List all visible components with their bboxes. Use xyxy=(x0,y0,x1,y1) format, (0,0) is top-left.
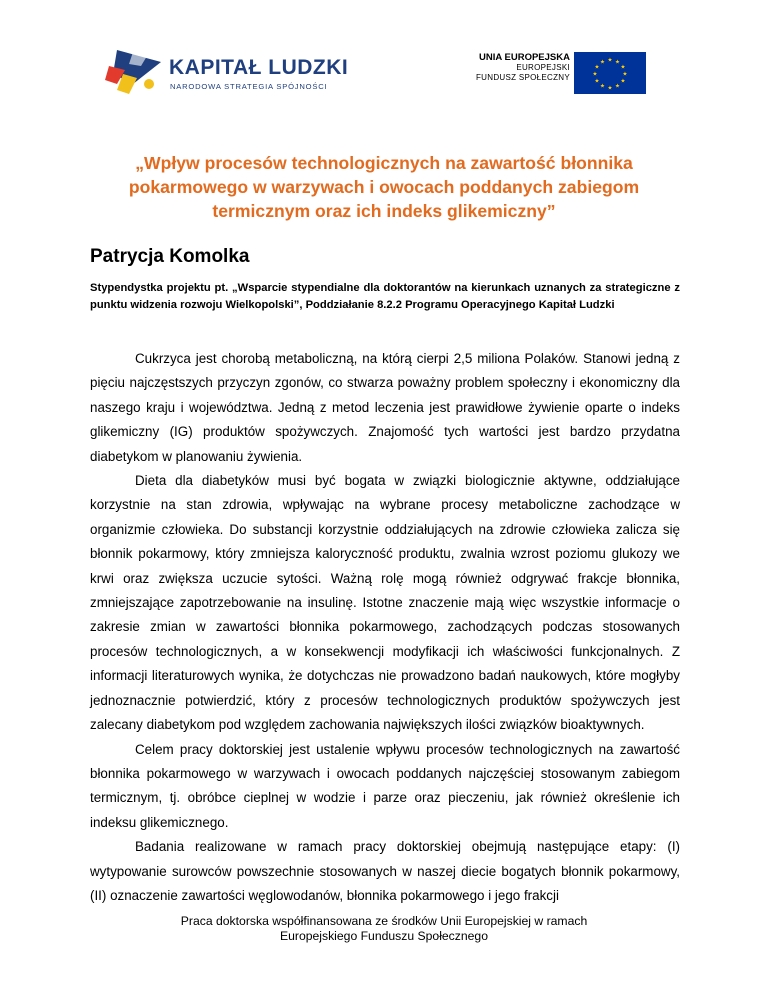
body-text xyxy=(90,347,680,908)
eu-line-1: UNIA EUROPEJSKA xyxy=(479,52,570,63)
paragraph: Celem pracy doktorskiej jest ustalenie wpływu procesów technologicznych na zawartość błonnika pokarmowego w warzywach i owocach poddanych najczęściej stosowanym zabiegom termicznym, tj. obróbce cieplnej w wodzie i parze oraz pieczeniu, jak również określenie ich indeksu glikemicznego. xyxy=(90,741,680,830)
kapital-ludzki-title: KAPITAŁ LUDZKI xyxy=(169,56,349,79)
svg-text:★: ★ xyxy=(615,59,620,66)
eu-logo xyxy=(468,52,646,94)
svg-text:★: ★ xyxy=(620,64,626,71)
paragraph: Badania realizowane w ramach pracy doktorskiej obejmują następujące etapy: (I) wytypowanie surowców powszechnie stosowanych w naszej diecie bogatych błonnik pokarmowy, (II) oznaczenie zawartości węglowodanów, błonnika pokarmowego i jego frakcji xyxy=(90,839,680,903)
eu-line-2: EUROPEJSKI xyxy=(516,63,570,72)
footer-line-2: Europejskiego Funduszu Społecznego xyxy=(279,929,488,943)
svg-text:★: ★ xyxy=(620,78,626,85)
svg-text:★: ★ xyxy=(594,64,600,71)
svg-text:★: ★ xyxy=(592,71,598,78)
kapital-ludzki-emblem-icon xyxy=(103,44,163,102)
svg-text:★: ★ xyxy=(600,59,605,66)
author-name: Patrycja Komolka xyxy=(90,246,250,267)
kapital-ludzki-logo xyxy=(103,44,353,102)
svg-text:★: ★ xyxy=(594,78,600,85)
page-footer xyxy=(140,914,628,944)
paragraph: Dieta dla diabetyków musi być bogata w związki biologicznie aktywne, oddziałujące korzystnie na stan zdrowia, wpływając na wybrane procesy metaboliczne zachodzące w organizmie człowieka. Do substancji korzystnie oddziałujących na zdrowie człowieka zalicza się błonnik pokarmowy, który zmniejsza kaloryczność produktu, zwalnia wzrost poziomu glukozy we krwi oraz zwiększa uczucie sytości. Ważną rolę mogą również odgrywać frakcje błonnika, zmniejszające zapotrzebowanie na insulinę. Istotne znaczenie mają więc wszystkie informacje o zakresie zmian w zawartości błonnika pokarmowego, zachodzących podczas stosowanych procesów technologicznych, a w konsekwencji modyfikacji ich właściwości funkcjonalnych. Z informacji literaturowych wynika, że dotychczas nie prowadzono badań naukowych, które mogłyby jednoznacznie potwierdzić, który z procesów technologicznych produktów spożywczych jest zalecany diabetykom pod względem zachowania największych ilości związków bioaktywnych. xyxy=(90,473,680,733)
document-title: „Wpływ procesów technologicznych na zawartość błonnika pokarmowego w warzywach i owocach poddanych zabiegom termicznym oraz ich indeks glikemiczny” xyxy=(128,153,640,221)
svg-text:★: ★ xyxy=(607,85,613,92)
paragraph: Cukrzyca jest chorobą metaboliczną, na którą cierpi 2,5 miliona Polaków. Stanowi jedną z pięciu najczęstszych przyczyn zgonów, co stwarza poważny problem społeczny i ekonomiczny dla naszego kraju i województwa. Jedną z metod leczenia jest prawidłowe żywienie oparte o indeks glikemiczny (IG) produktów spożywczych. Znajomość tych wartości jest bardzo przydatna diabetykom w planowaniu żywienia. xyxy=(90,351,680,464)
footer-line-1: Praca doktorska współfinansowana ze środków Unii Europejskiej w ramach xyxy=(180,914,588,928)
grant-note: Stypendystka projektu pt. „Wsparcie stypendialne dla doktorantów na kierunkach uznanych za strategiczne z punktu widzenia rozwoju Wielkopolski”, Poddziałanie 8.2.2 Programu Operacyjnego Kapitał Ludzki xyxy=(90,282,680,311)
eu-flag-icon xyxy=(574,52,646,94)
eu-line-3: FUNDUSZ SPOŁECZNY xyxy=(476,73,570,82)
svg-text:★: ★ xyxy=(615,83,620,90)
kapital-ludzki-subtitle: NARODOWA STRATEGIA SPÓJNOŚCI xyxy=(170,82,328,91)
svg-text:★: ★ xyxy=(607,57,613,64)
svg-text:★: ★ xyxy=(600,83,605,90)
eu-text-block xyxy=(476,52,570,83)
svg-text:★: ★ xyxy=(622,71,628,78)
